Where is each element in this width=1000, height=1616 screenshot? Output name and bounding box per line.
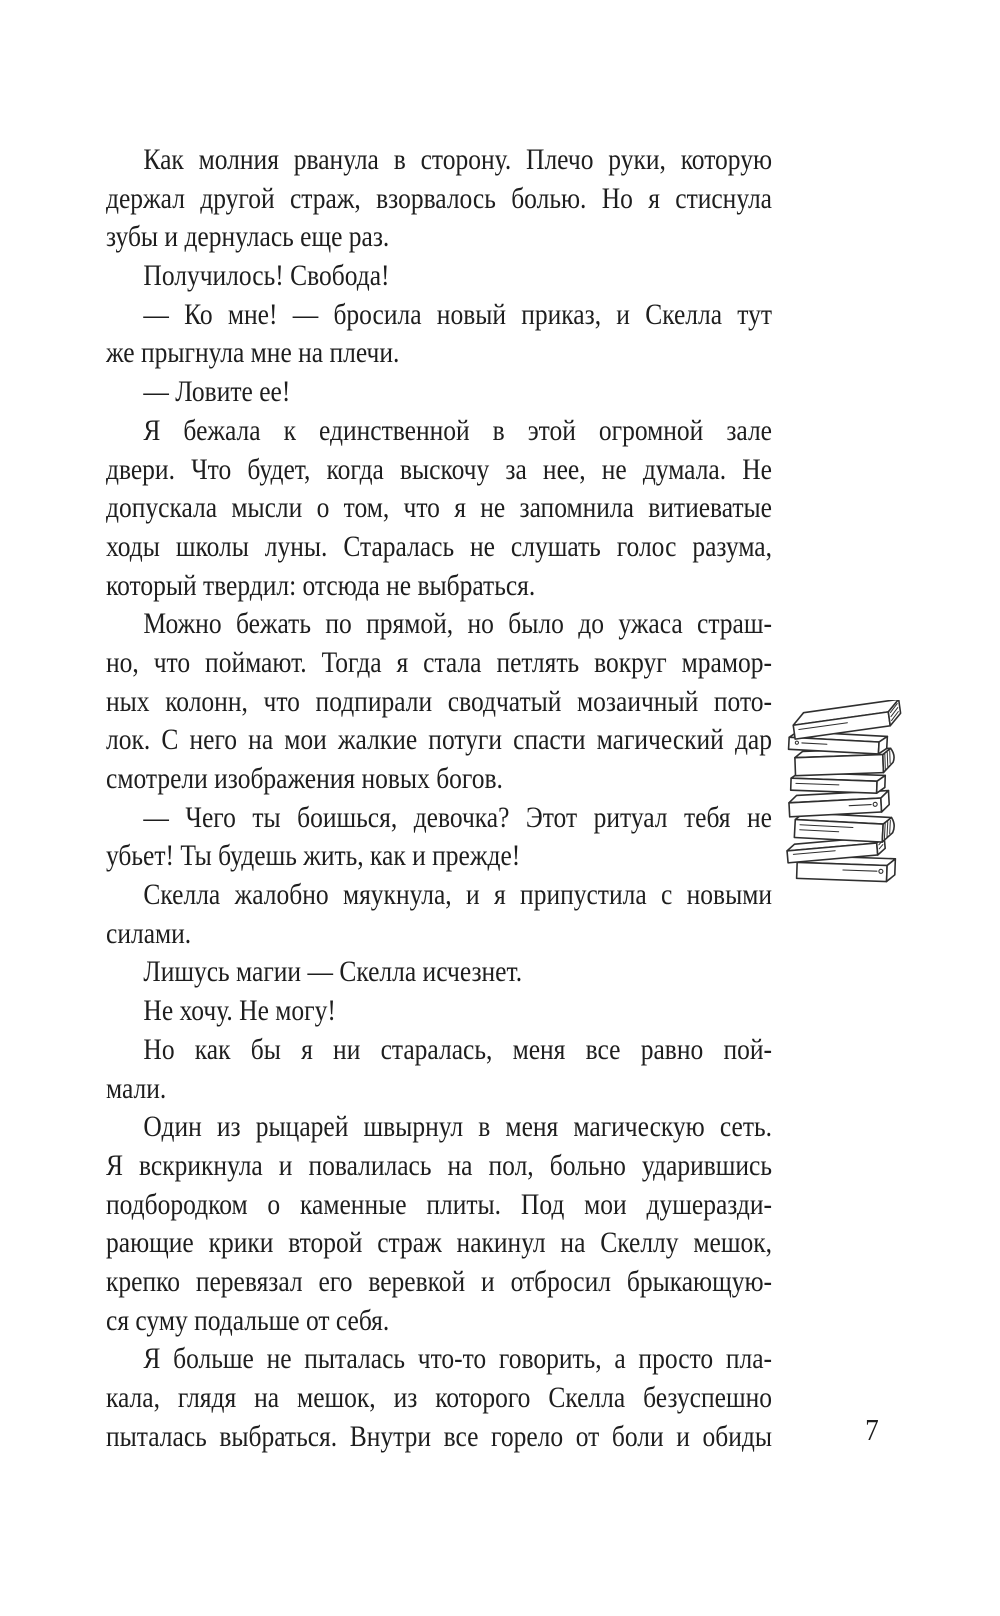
- text-line: двери. Что будет, когда выскочу за нее, не думала. Не: [106, 452, 773, 486]
- text-line: Я вскрикнула и повалилась на пол, больно ударившись: [106, 1148, 773, 1182]
- text-line: держал другой страж, взорвалось болью. Но я стиснула: [106, 181, 773, 215]
- text-line: Но как бы я ни старалась, меня все равно пой-: [143, 1032, 773, 1066]
- text-line: Один из рыцарей швырнул в меня магическую сеть.: [143, 1110, 773, 1144]
- text-line: — Ко мне! — бросила новый приказ, и Скелла тут: [143, 297, 773, 331]
- text-line: пыталась выбраться. Внутри все горело от боли и обиды: [106, 1419, 772, 1453]
- text-line: Я больше не пыталась что-то говорить, а просто пла-: [143, 1342, 773, 1376]
- text-line: — Ловите ее!: [143, 375, 291, 409]
- text-line: кала, глядя на мешок, из которого Скелла безуспешно: [106, 1381, 773, 1414]
- text-line: убьет! Ты будешь жить, как и прежде!: [106, 839, 521, 873]
- text-line: смотрели изображения новых богов.: [106, 762, 503, 795]
- page-number: 7: [865, 1412, 879, 1447]
- text-line: — Чего ты боишься, девочка? Этот ритуал тебя не: [143, 800, 773, 834]
- text-line: допускала мысли о том, что я не запомнила витиеватые: [106, 491, 773, 525]
- text-block: [106, 141, 772, 1456]
- text-line: лок. С него на мои жалкие потуги спасти магический дар: [106, 723, 773, 757]
- text-line: ходы школы луны. Старалась не слушать голос разума,: [106, 529, 773, 563]
- text-line: который твердил: отсюда не выбраться.: [106, 568, 536, 602]
- text-line: ных колонн, что подпирали сводчатый мозаичный пото-: [106, 684, 773, 718]
- text-line: мали.: [106, 1071, 167, 1105]
- text-line: Я бежала к единственной в этой огромной зале: [143, 413, 773, 447]
- book-stack-illustration: [783, 700, 909, 888]
- text-line: рающие крики второй страж накинул на Скеллу мешок,: [106, 1226, 773, 1260]
- text-line: Получилось! Свобода!: [143, 259, 390, 293]
- text-line: же прыгнула мне на плечи.: [106, 336, 400, 370]
- text-line: ся суму подальше от себя.: [106, 1303, 390, 1337]
- text-line: Можно бежать по прямой, но было до ужаса страш-: [143, 607, 772, 641]
- text-line: Скелла жалобно мяукнула, и я припустила с новыми: [143, 878, 773, 912]
- text-line: крепко перевязал его веревкой и отбросил брыкающую-: [106, 1264, 773, 1298]
- text-line: зубы и дернулась еще раз.: [106, 220, 390, 254]
- text-line: Не хочу. Не могу!: [143, 994, 336, 1028]
- text-line: Лишусь магии — Скелла исчезнет.: [143, 955, 523, 989]
- text-line: силами.: [106, 916, 192, 950]
- text-line: но, что поймают. Тогда я стала петлять вокруг мрамор-: [106, 645, 772, 679]
- text-line: Как молния рванула в сторону. Плечо руки, которую: [143, 143, 773, 176]
- text-line: подбородком о каменные плиты. Под мои душеразди-: [106, 1187, 773, 1221]
